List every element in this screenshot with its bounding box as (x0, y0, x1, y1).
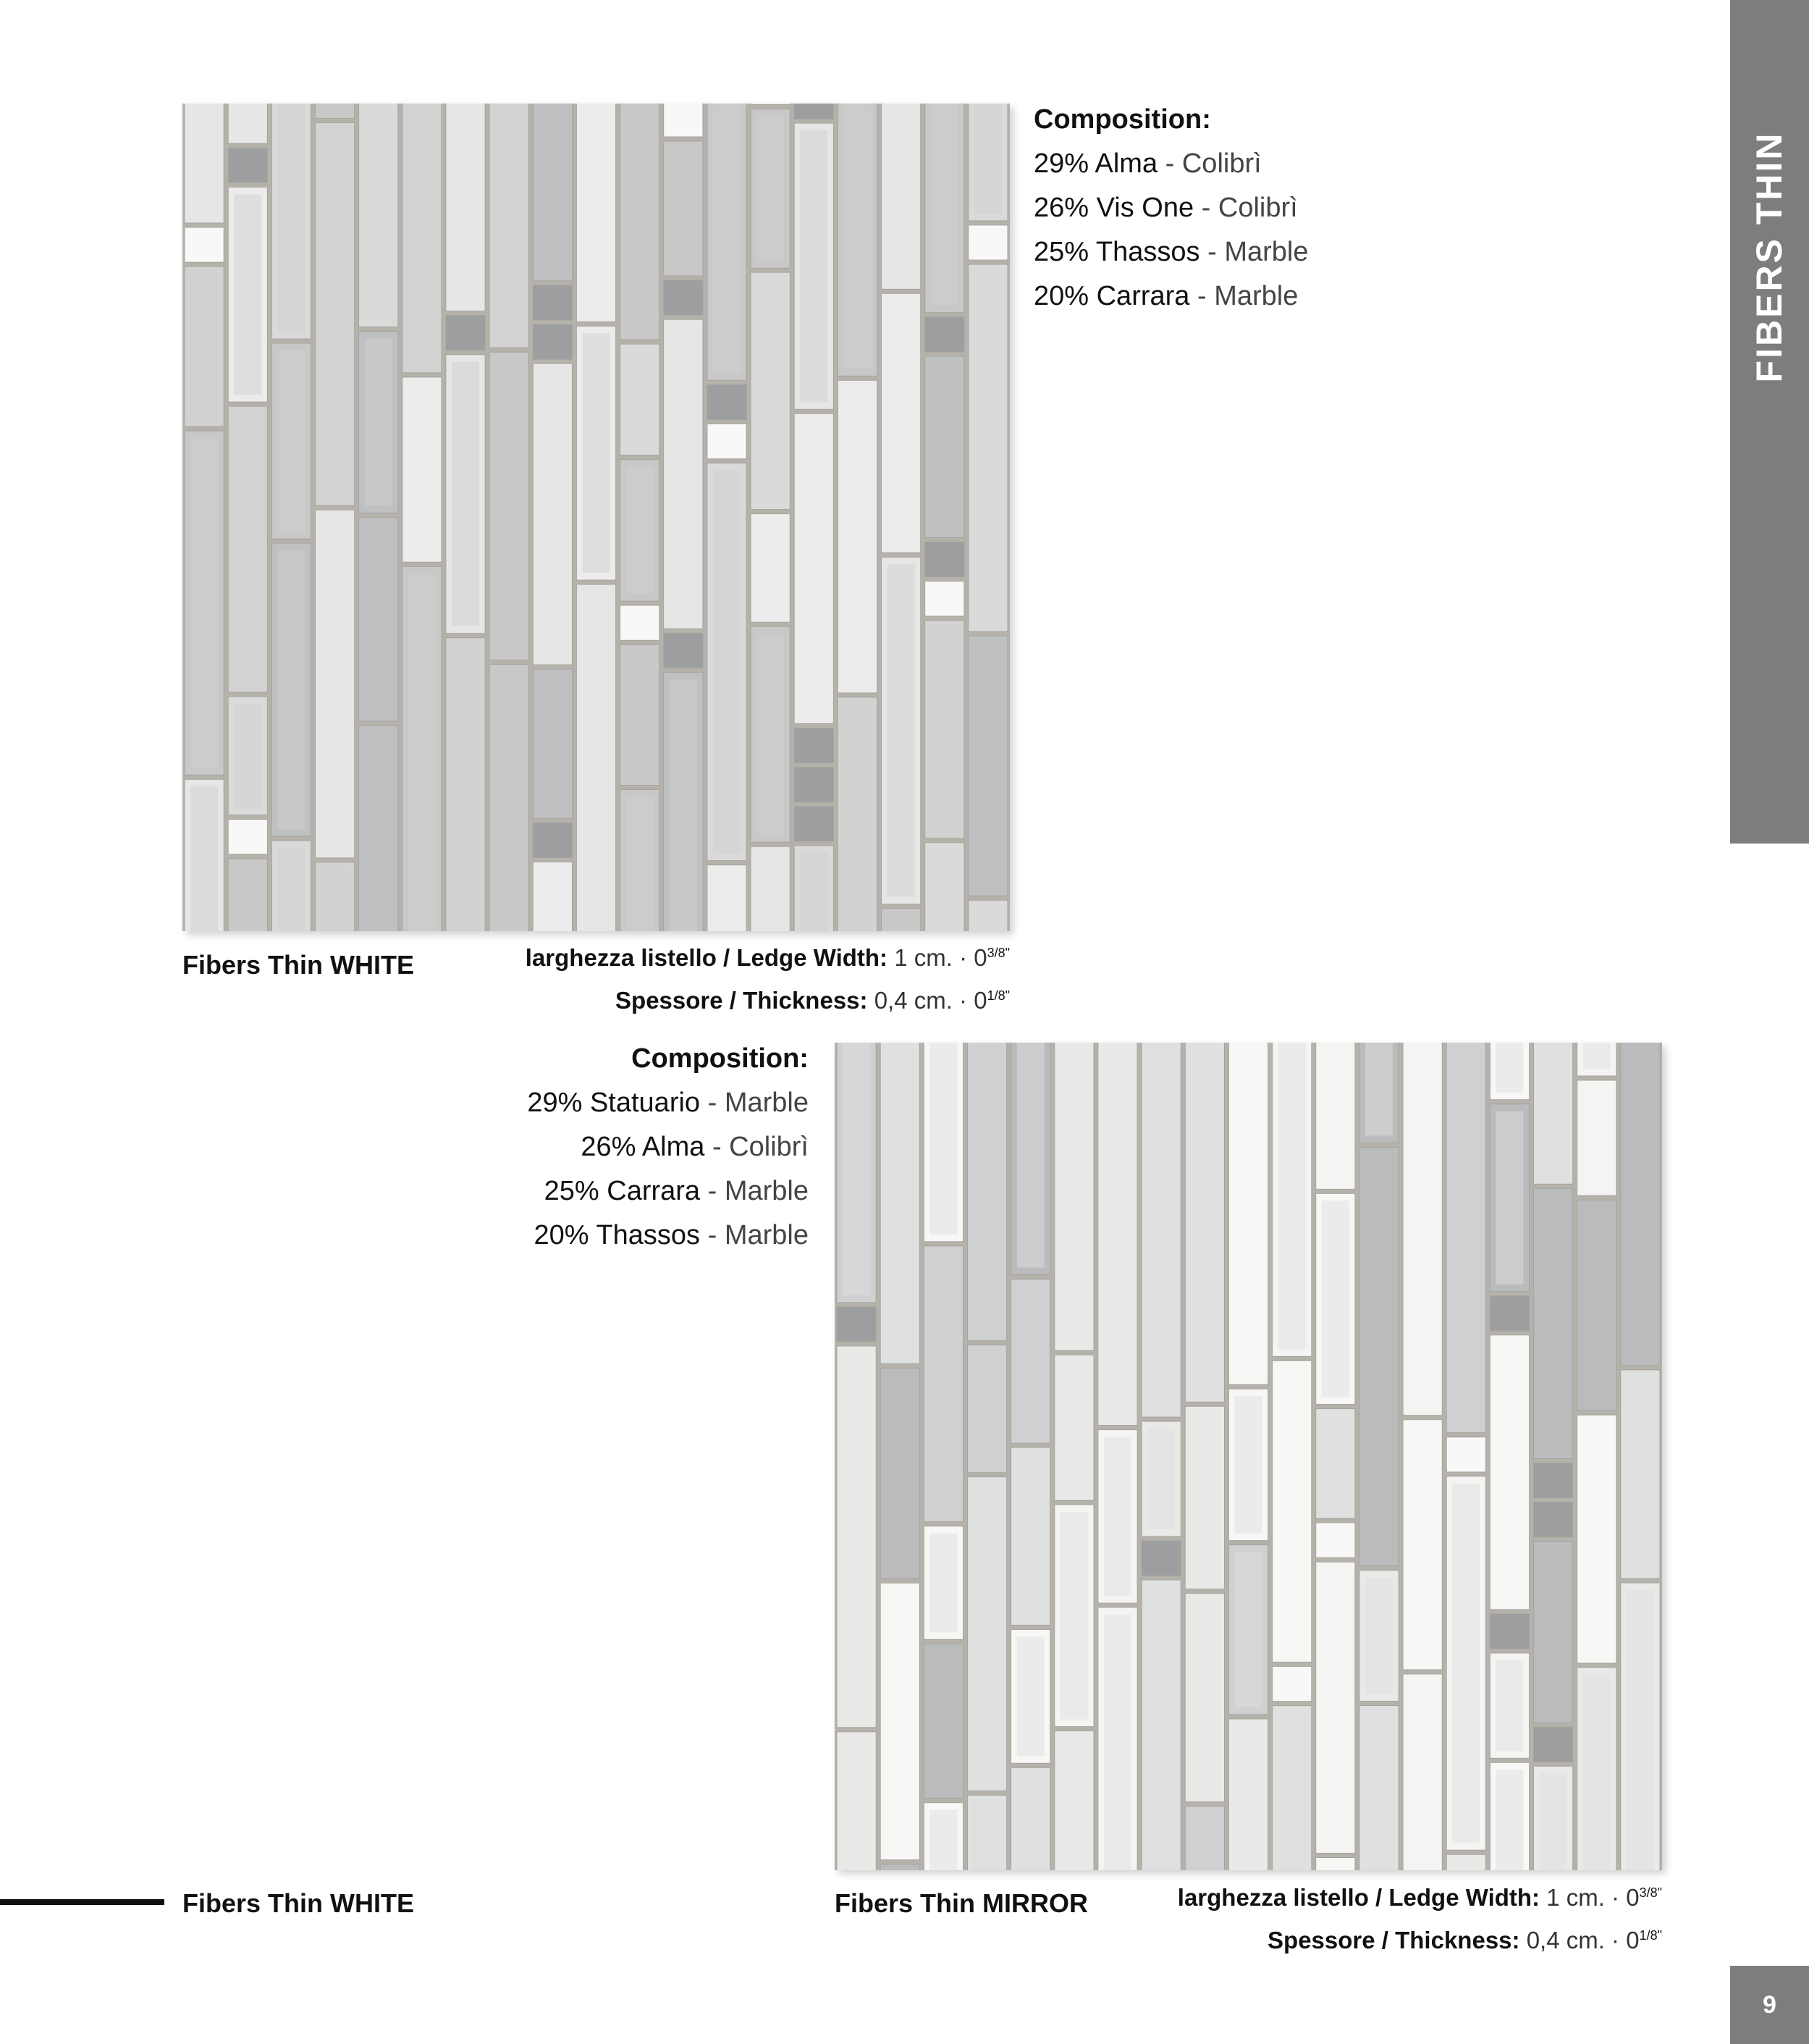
composition-item: 25% Carrara - Marble (544, 1176, 809, 1206)
section-tab (1730, 0, 1809, 844)
composition-item: 26% Alma - Colibrì (581, 1132, 809, 1162)
composition-item: 20% Carrara - Marble (1034, 281, 1299, 311)
section-tab-label: FIBERS THIN (1749, 131, 1789, 383)
page-number: 9 (1763, 1991, 1776, 2019)
spec-bottom (1178, 1874, 1662, 1959)
page-number-box (1730, 1966, 1809, 2044)
composition-item: 26% Vis One - Colibrì (1034, 193, 1298, 223)
composition-item: 29% Statuario - Marble (527, 1088, 809, 1118)
footer-rule (0, 1899, 164, 1905)
product-name-top: Fibers Thin WHITE (182, 950, 414, 980)
composition-item: 20% Thassos - Marble (534, 1220, 809, 1250)
composition-item: 29% Alma - Colibrì (1034, 148, 1262, 179)
composition-bottom (527, 1037, 809, 1258)
ledge-width: larghezza listello / Ledge Width: 1 cm. · $0^{3/8"}$ (1177, 1884, 1662, 1911)
fibers-thin-white-tile-image (182, 104, 1010, 931)
spec-top (526, 934, 1010, 1019)
fibers-thin-mirror-tile-image (835, 1043, 1662, 1870)
composition-title: Composition: (631, 1043, 809, 1074)
mosaic-pattern (182, 104, 1010, 931)
thickness: Spessore / Thickness: 0,4 cm. · $0^{1/8"}$ (615, 987, 1010, 1014)
ledge-width: larghezza listello / Ledge Width: 1 cm. · $0^{3/8"}$ (525, 944, 1010, 971)
composition-title: Composition: (1034, 104, 1211, 135)
composition-item: 25% Thassos - Marble (1034, 237, 1309, 267)
mosaic-pattern (835, 1043, 1662, 1870)
composition-top (1034, 98, 1308, 319)
product-name-bottom: Fibers Thin MIRROR (835, 1888, 1088, 1918)
thickness: Spessore / Thickness: 0,4 cm. · $0^{1/8"}$ (1268, 1927, 1662, 1953)
product-name-bottom-left: Fibers Thin WHITE (182, 1888, 414, 1918)
